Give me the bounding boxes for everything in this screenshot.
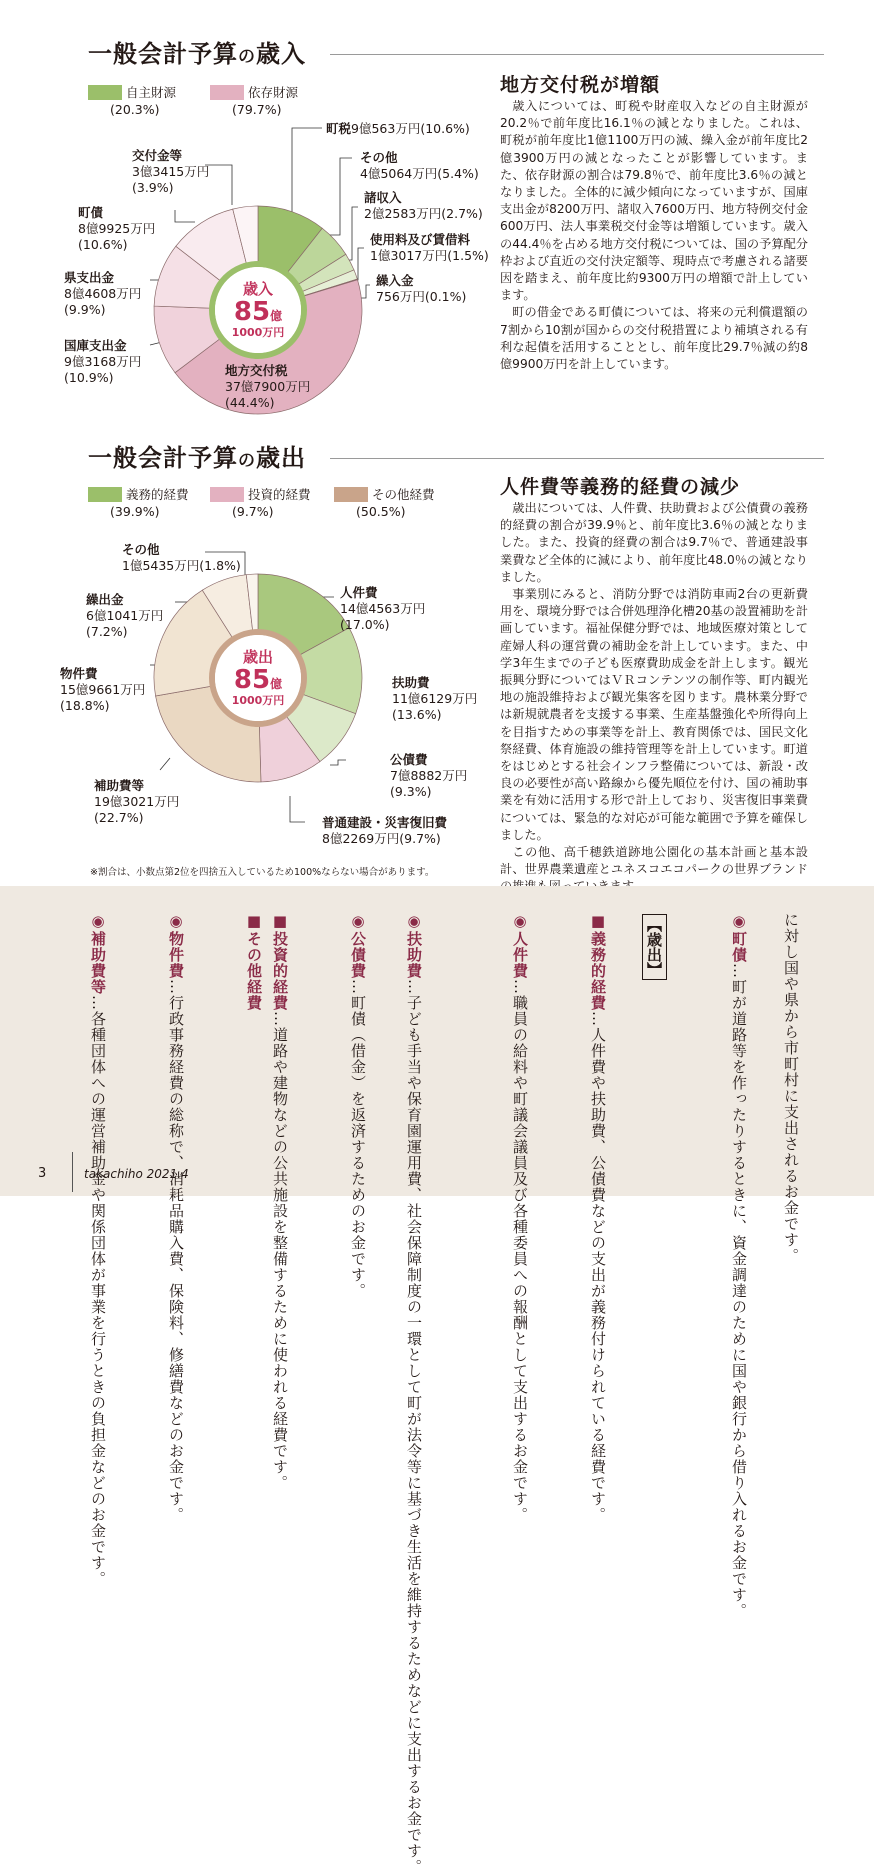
revenue-section-title: 一般会計予算の歳入 <box>88 40 306 68</box>
exp-legend-other: その他経費 (50.5%) <box>334 486 435 520</box>
gloss-term-other-expenses: ■その他経費 <box>245 912 263 1011</box>
rev-label-misc: 諸収入 2億2583万円(2.7%) <box>364 190 483 221</box>
center-unit: 1000万円 <box>231 326 285 339</box>
rev-label-prefecture: 県支出金 8億4608万円 (9.9%) <box>64 270 142 317</box>
exp-label-transfers-out: 繰出金 6億1041万円 (7.2%) <box>86 592 164 639</box>
legend-swatch <box>334 487 368 502</box>
exp-legend-mandatory: 義務的経費 (39.9%) <box>88 486 189 520</box>
exp-label-subsidies: 補助費等 19億3021万円 (22.7%) <box>94 778 180 825</box>
rev-label-town-tax: 町税9億563万円(10.6%) <box>326 121 470 136</box>
expenditure-heading: 人件費等義務的経費の減少 <box>500 476 741 498</box>
title-divider <box>330 458 824 459</box>
gloss-term-assistance: ◉扶助費…子ども手当や保育園運用費、社会保障制度の一環として町が法令等に基づき生活を維持するためなどに支出するお金です。 <box>405 912 423 1875</box>
rev-label-other: その他 4億5064万円(5.4%) <box>360 150 479 181</box>
center-label: 歳入 <box>242 280 274 298</box>
exp-label-materials: 物件費 15億9661万円 (18.8%) <box>60 666 146 713</box>
exp-label-assistance: 扶助費 11億6129万円 (13.6%) <box>392 675 478 722</box>
gloss-heading-expenditure: 【歳出】 <box>642 914 667 980</box>
center-amount: 85億 <box>233 665 283 695</box>
exp-label-debt: 公債費 7億8882万円 (9.3%) <box>390 752 468 799</box>
gloss-term-investment: ■投資的経費…道路や建物などの公共施設を整備するために使われる経費です。 <box>271 912 289 1491</box>
gloss-term-materials: ◉物件費…行政事務経費の総称で、消耗品購入費、保険料、修繕費などのお金です。 <box>167 912 185 1523</box>
footer-divider <box>72 1152 73 1192</box>
exp-label-construction: 普通建設・災害復旧費 8億2269万円(9.7%) <box>322 815 448 846</box>
exp-legend-investment: 投資的経費 (9.7%) <box>210 486 311 520</box>
rev-label-transfers: 繰入金 756万円(0.1%) <box>376 273 467 304</box>
legend-swatch <box>88 487 122 502</box>
legend-swatch <box>210 487 244 502</box>
exp-label-personnel: 人件費 14億4563万円 (17.0%) <box>340 585 426 632</box>
gloss-term-subsidies: ◉補助費等…各種団体への運営補助金や関係団体が事業を行うときの負担金などのお金です。 <box>89 912 107 1587</box>
revenue-heading: 地方交付税が増額 <box>500 74 661 96</box>
rev-label-fees: 使用料及び賃借料 1億3017万円(1.5%) <box>370 232 489 263</box>
gloss-col-1: に対し国や県から市町村に支出されるお金です。 <box>782 912 800 1264</box>
gloss-term-mandatory: ■義務的経費…人件費や扶助費、公債費などの支出が義務付けられている経費です。 <box>589 912 607 1523</box>
center-unit: 1000万円 <box>231 694 285 707</box>
publication-name: takachiho 2021.4 <box>84 1167 189 1181</box>
expenditure-body: 歳出については、人件費、扶助費および公債費の義務的経費の割合が39.9％と、前年度比3.6％の減となりました。また、投資的経費の割合は9.7％で、普通建設事業費など全体的に減により、前年度比48.0％の減となりました。 事業別にみると、消防分野では消防車両2台の更新費用を、環境分野では合併処理浄化槽20基の設置補助を計画しています。福祉保健分野では、地域医療対策として産婦人科の運営費の補助金を計上しています。また、中学3年生までの子ども医療費助成金を計上します。観光振興分野についてはＶＲコンテンツの制作等、町内観光地の施設維持および観光集客を図ります。農林業分野では新規就農者を支援する事業、生産基盤強化や所得向上を目指すための事業等を計上、教育関係では、国民文化祭経費、体育施設の維持管理等を計上しています。町道をはじめとする社会インフラ整備については、新設・改良の必要性が高い路線から優先順位を付け、国の補助事業を有効に活用する形で計上しており、災害復旧事業費については、緊急的な対応が可能な範囲で予算を確保しました。 この他、高千穂鉄道跡地公園化の基本計画と基本設計、世界農業遺産とユネスコエコパークの世界ブランド <box>500 501 809 877</box>
center-label: 歳出 <box>242 648 274 666</box>
rev-label-bonds: 町債 8億9925万円 (10.6%) <box>78 205 156 252</box>
exp-label-other: その他 1億5435万円(1.8%) <box>122 542 241 573</box>
revenue-legend-own: 自主財源 (20.3%) <box>88 84 176 118</box>
gloss-term-debt-service: ◉公債費…町債（借金）を返済するためのお金です。 <box>349 912 367 1299</box>
expenditure-pie-chart <box>148 568 368 788</box>
gloss-term-personnel: ◉人件費…職員の給料や町議会議員及び各種委員への報酬として支出するお金です。 <box>511 912 529 1523</box>
revenue-body: 歳入については、町税や財産収入などの自主財源が20.2％で前年度比16.1％の減となりました。これは、町税が前年度比1億1100万円の減、繰入金が前年度比2億3900万円の減となったことが影響しています。また、依存財源の割合は79.8％で、前年度比3.6％の減となりました。全体的に減少傾向になっていますが、国庫支出金が8200万円、諸収入7600万円、地方特例交付金600万円、法人事業税交付金等は増額しています。歳入の44.4％を占める地方交付税については、国の予算配分枠および直近の交付決定額等、現時点で考慮される諸要因を踏まえ、前年度比約9300万円の増額で計上しています。 町の借金である町債については、将来の元利償還額の7割から10割が国からの交付税措置により補填される有利な起債を活用することとし、前年度比29.7％減の約8億9900万円を計上しています。 <box>500 99 808 372</box>
gloss-term-bonds: ◉町債…町が道路等を作ったりするときに、資金調達のために国や銀行から借り入れるお金です。 <box>730 912 748 1619</box>
rev-label-national: 国庫支出金 9億3168万円 (10.9%) <box>64 338 142 385</box>
rev-label-local-allocation: 地方交付税 37億7900万円 (44.4%) <box>225 363 311 410</box>
center-amount: 85億 <box>233 297 283 327</box>
rev-label-grants: 交付金等 3億3415万円 (3.9%) <box>132 148 210 195</box>
expenditure-section-title: 一般会計予算の歳出 <box>88 444 306 472</box>
footnote: ※割合は、小数点第2位を四捨五入しているため100%ならない場合があります。 <box>90 867 435 878</box>
revenue-legend-dependent: 依存財源 (79.7%) <box>210 84 298 118</box>
page-number: 3 <box>38 1166 47 1181</box>
